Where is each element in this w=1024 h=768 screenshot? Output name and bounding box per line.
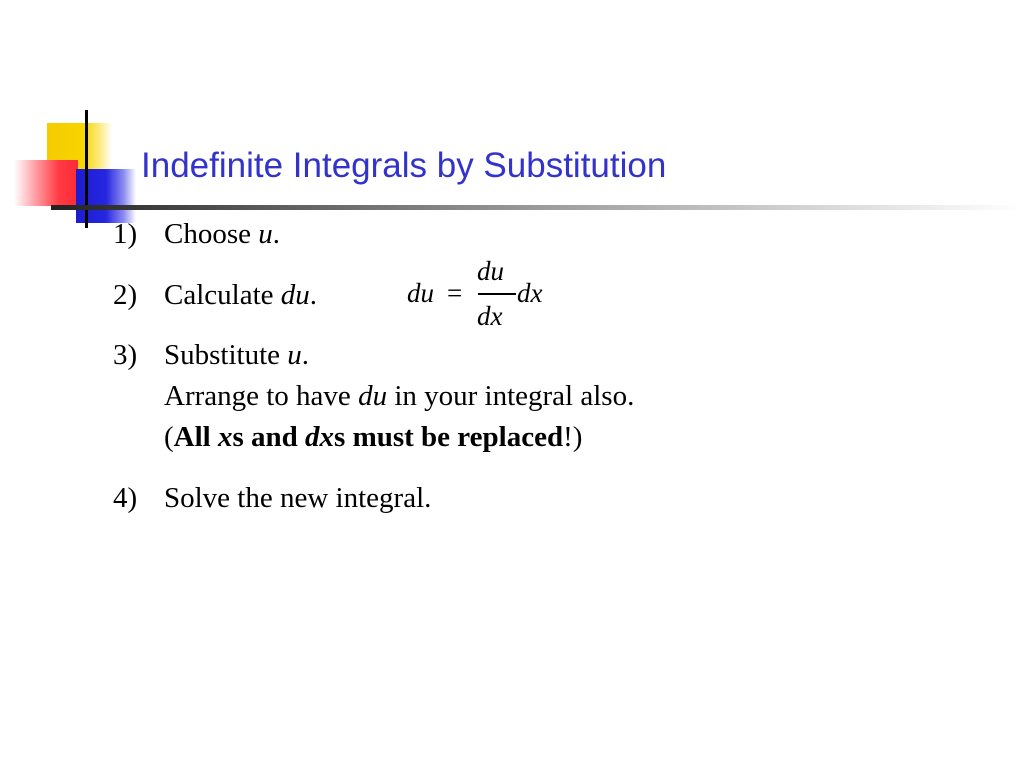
variable: du <box>280 279 310 311</box>
fraction-denominator: dx <box>477 301 503 331</box>
bold-text: All <box>173 421 218 453</box>
formula-lhs: du <box>407 278 434 308</box>
step-text-part: . <box>301 339 310 371</box>
variable: dx <box>305 421 335 453</box>
step-text-part: Choose <box>164 218 259 250</box>
formula-equals: = <box>447 278 463 308</box>
step-text-part: Arrange to have <box>164 380 359 412</box>
paren: ( <box>164 421 174 453</box>
step-text-part: Substitute <box>164 339 288 371</box>
red-square <box>14 160 78 206</box>
step-text <box>164 214 280 255</box>
fraction-numerator: du <box>477 256 504 286</box>
step-text-part: . <box>272 218 280 250</box>
slide-title: Indefinite Integrals by Substitution <box>141 146 667 185</box>
variable: du <box>358 380 388 412</box>
decorative-logo <box>0 0 160 240</box>
step-text <box>164 478 431 519</box>
formula-rhs: dx <box>517 278 543 308</box>
bold-text: s must be replaced <box>334 421 564 453</box>
paren: ) <box>572 421 583 453</box>
title-underline <box>51 205 1021 210</box>
step-text-part: Calculate <box>164 279 281 311</box>
step-text-part: Solve the new integral. <box>164 482 432 514</box>
step-text-part: . <box>309 279 318 311</box>
step-text <box>164 275 317 316</box>
step-number: 1) <box>113 218 138 250</box>
variable: u <box>287 339 302 371</box>
step-number: 2) <box>113 279 138 311</box>
du-formula <box>407 256 557 334</box>
step-number: 4) <box>113 482 138 514</box>
step-text <box>164 335 634 458</box>
vertical-line <box>85 110 88 228</box>
variable: u <box>258 218 273 250</box>
variable: x <box>217 421 233 453</box>
step-number: 3) <box>113 339 138 371</box>
exclamation: ! <box>563 421 573 453</box>
fraction-bar <box>478 293 516 295</box>
step-text-part: in your integral also. <box>387 380 635 412</box>
bold-text: s and <box>232 421 306 453</box>
